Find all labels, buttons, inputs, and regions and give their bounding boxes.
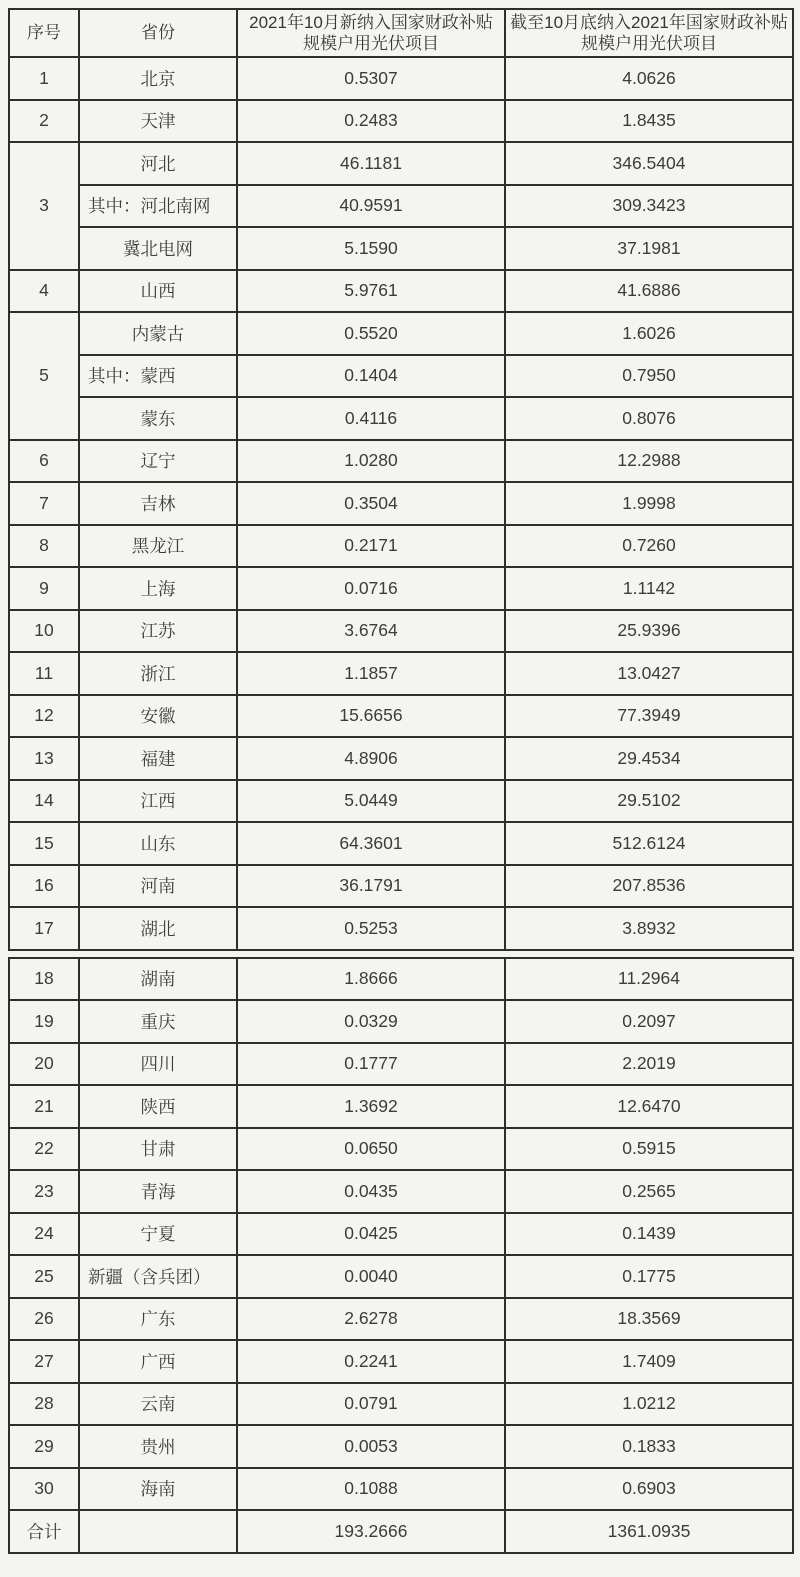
- cell-october-value: 0.5253: [237, 907, 505, 950]
- cell-province: 冀北电网: [79, 227, 237, 270]
- cell-cumulative-value: 0.1439: [505, 1213, 793, 1256]
- table-row: [9, 57, 793, 100]
- cell-october-value: 0.0040: [237, 1255, 505, 1298]
- cell-october-value: 36.1791: [237, 865, 505, 908]
- cell-october-value: 1.8666: [237, 958, 505, 1001]
- cell-province: 河北: [79, 142, 237, 185]
- cell-province: 黑龙江: [79, 525, 237, 568]
- table-row: [9, 610, 793, 653]
- cell-index: 2: [9, 100, 79, 143]
- cell-province: 陕西: [79, 1085, 237, 1128]
- cell-province: 海南: [79, 1468, 237, 1511]
- cell-cumulative-value: 29.4534: [505, 737, 793, 780]
- cell-october-value: 0.4116: [237, 397, 505, 440]
- table-row: [9, 1043, 793, 1086]
- cell-index: 16: [9, 865, 79, 908]
- cell-october-value: 0.0791: [237, 1383, 505, 1426]
- table-row: [9, 142, 793, 185]
- cell-cumulative-value: 0.2097: [505, 1000, 793, 1043]
- cell-cumulative-value: 1.0212: [505, 1383, 793, 1426]
- table-row: [9, 1213, 793, 1256]
- cell-cumulative-value: 0.2565: [505, 1170, 793, 1213]
- cell-october-value: 64.3601: [237, 822, 505, 865]
- header-row: [9, 9, 793, 57]
- cell-cumulative-value: 1.7409: [505, 1340, 793, 1383]
- cell-october-value: 0.1088: [237, 1468, 505, 1511]
- cell-index: 17: [9, 907, 79, 950]
- cell-cumulative-value: 41.6886: [505, 270, 793, 313]
- cell-province: 北京: [79, 57, 237, 100]
- cell-cumulative-value: 0.1775: [505, 1255, 793, 1298]
- table-row: [9, 780, 793, 823]
- cell-october-value: 2.6278: [237, 1298, 505, 1341]
- cell-province: 福建: [79, 737, 237, 780]
- table-row: [9, 185, 793, 228]
- cell-province: 其中：河北南网: [79, 185, 237, 228]
- cell-province: 宁夏: [79, 1213, 237, 1256]
- cell-index: 18: [9, 958, 79, 1001]
- cell-province: 贵州: [79, 1425, 237, 1468]
- cell-index: 8: [9, 525, 79, 568]
- cell-province: 吉林: [79, 482, 237, 525]
- cell-index: 19: [9, 1000, 79, 1043]
- cell-october-value: 0.0435: [237, 1170, 505, 1213]
- cell-index: 3: [9, 142, 79, 270]
- cell-province: 甘肃: [79, 1128, 237, 1171]
- table-row: [9, 958, 793, 1001]
- table-row: [9, 227, 793, 270]
- table-row: [9, 440, 793, 483]
- cell-index: 11: [9, 652, 79, 695]
- cell-october-value: 0.2241: [237, 1340, 505, 1383]
- table-row: [9, 397, 793, 440]
- table-row: [9, 652, 793, 695]
- cell-cumulative-value: 13.0427: [505, 652, 793, 695]
- cell-october-value: 40.9591: [237, 185, 505, 228]
- cell-province: 浙江: [79, 652, 237, 695]
- cell-province: 湖北: [79, 907, 237, 950]
- cell-cumulative-value: 11.2964: [505, 958, 793, 1001]
- cell-province: 云南: [79, 1383, 237, 1426]
- table-row: [9, 737, 793, 780]
- cell-index: 25: [9, 1255, 79, 1298]
- table-row: [9, 1170, 793, 1213]
- cell-index: 9: [9, 567, 79, 610]
- cell-cumulative-value: 3.8932: [505, 907, 793, 950]
- cell-index: 14: [9, 780, 79, 823]
- cell-cumulative-value: 1.9998: [505, 482, 793, 525]
- cell-october-value: 4.8906: [237, 737, 505, 780]
- cell-cumulative-value: 0.7260: [505, 525, 793, 568]
- cell-october-value: 46.1181: [237, 142, 505, 185]
- cell-october-value: 0.0716: [237, 567, 505, 610]
- cell-october-value: 0.2171: [237, 525, 505, 568]
- cell-province: 天津: [79, 100, 237, 143]
- cell-province: 山西: [79, 270, 237, 313]
- table-row: [9, 822, 793, 865]
- table-row: [9, 355, 793, 398]
- table-row: [9, 100, 793, 143]
- cell-index: 10: [9, 610, 79, 653]
- cell-province: 广西: [79, 1340, 237, 1383]
- table-row: [9, 482, 793, 525]
- table-row: [9, 1298, 793, 1341]
- table-row: [9, 1383, 793, 1426]
- cell-cumulative-value: 1.6026: [505, 312, 793, 355]
- column-header-cumulative: 截至10月底纳入2021年国家财政补贴规模户用光伏项目: [505, 9, 793, 57]
- cell-october-value: 5.9761: [237, 270, 505, 313]
- cell-province: 重庆: [79, 1000, 237, 1043]
- cell-province: [79, 1510, 237, 1553]
- cell-index: 5: [9, 312, 79, 440]
- cell-index: 20: [9, 1043, 79, 1086]
- cell-october-value: 15.6656: [237, 695, 505, 738]
- cell-index: 15: [9, 822, 79, 865]
- cell-cumulative-value: 346.5404: [505, 142, 793, 185]
- cell-october-value: 193.2666: [237, 1510, 505, 1553]
- table-row: [9, 312, 793, 355]
- table-row: [9, 1000, 793, 1043]
- cell-index: 24: [9, 1213, 79, 1256]
- table-body-lower: [9, 958, 793, 1553]
- cell-october-value: 1.0280: [237, 440, 505, 483]
- cell-october-value: 1.3692: [237, 1085, 505, 1128]
- cell-cumulative-value: 0.1833: [505, 1425, 793, 1468]
- cell-index: 22: [9, 1128, 79, 1171]
- cell-province: 河南: [79, 865, 237, 908]
- table-row: [9, 567, 793, 610]
- subsidy-table-lower: [8, 957, 794, 1554]
- cell-index: 12: [9, 695, 79, 738]
- cell-october-value: 0.1404: [237, 355, 505, 398]
- cell-cumulative-value: 512.6124: [505, 822, 793, 865]
- cell-cumulative-value: 18.3569: [505, 1298, 793, 1341]
- cell-october-value: 0.2483: [237, 100, 505, 143]
- cell-cumulative-value: 1.8435: [505, 100, 793, 143]
- cell-cumulative-value: 0.6903: [505, 1468, 793, 1511]
- cell-index: 4: [9, 270, 79, 313]
- cell-october-value: 3.6764: [237, 610, 505, 653]
- cell-cumulative-value: 2.2019: [505, 1043, 793, 1086]
- cell-october-value: 0.1777: [237, 1043, 505, 1086]
- cell-cumulative-value: 1361.0935: [505, 1510, 793, 1553]
- cell-index: 30: [9, 1468, 79, 1511]
- table-body-upper: [9, 57, 793, 950]
- cell-october-value: 5.0449: [237, 780, 505, 823]
- table-row: [9, 1255, 793, 1298]
- cell-cumulative-value: 0.8076: [505, 397, 793, 440]
- column-header-province: 省份: [79, 9, 237, 57]
- cell-index: 6: [9, 440, 79, 483]
- cell-october-value: 1.1857: [237, 652, 505, 695]
- cell-province: 江西: [79, 780, 237, 823]
- cell-index: 26: [9, 1298, 79, 1341]
- cell-index: 21: [9, 1085, 79, 1128]
- table-row: [9, 1468, 793, 1511]
- cell-province: 安徽: [79, 695, 237, 738]
- cell-cumulative-value: 309.3423: [505, 185, 793, 228]
- cell-province: 湖南: [79, 958, 237, 1001]
- cell-october-value: 0.5307: [237, 57, 505, 100]
- table-row: [9, 865, 793, 908]
- cell-province: 新疆（含兵团）: [79, 1255, 237, 1298]
- cell-cumulative-value: 0.7950: [505, 355, 793, 398]
- cell-cumulative-value: 207.8536: [505, 865, 793, 908]
- cell-index: 29: [9, 1425, 79, 1468]
- cell-cumulative-value: 29.5102: [505, 780, 793, 823]
- cell-index: 1: [9, 57, 79, 100]
- cell-province: 其中：蒙西: [79, 355, 237, 398]
- cell-cumulative-value: 77.3949: [505, 695, 793, 738]
- table-row: [9, 1128, 793, 1171]
- cell-index: 27: [9, 1340, 79, 1383]
- cell-province: 山东: [79, 822, 237, 865]
- cell-cumulative-value: 12.2988: [505, 440, 793, 483]
- cell-province: 广东: [79, 1298, 237, 1341]
- table-row: [9, 907, 793, 950]
- cell-index: 7: [9, 482, 79, 525]
- cell-province: 上海: [79, 567, 237, 610]
- cell-october-value: 5.1590: [237, 227, 505, 270]
- cell-province: 辽宁: [79, 440, 237, 483]
- table-row: [9, 270, 793, 313]
- cell-province: 青海: [79, 1170, 237, 1213]
- column-header-index: 序号: [9, 9, 79, 57]
- cell-index: 28: [9, 1383, 79, 1426]
- cell-cumulative-value: 37.1981: [505, 227, 793, 270]
- cell-october-value: 0.0053: [237, 1425, 505, 1468]
- table-row: [9, 1085, 793, 1128]
- table-row: [9, 695, 793, 738]
- cell-october-value: 0.0425: [237, 1213, 505, 1256]
- subsidy-table-upper: [8, 8, 794, 951]
- table-row: [9, 525, 793, 568]
- cell-province: 江苏: [79, 610, 237, 653]
- cell-index: 23: [9, 1170, 79, 1213]
- cell-cumulative-value: 4.0626: [505, 57, 793, 100]
- cell-index: 合计: [9, 1510, 79, 1553]
- cell-cumulative-value: 12.6470: [505, 1085, 793, 1128]
- table-row: [9, 1425, 793, 1468]
- cell-october-value: 0.0329: [237, 1000, 505, 1043]
- table-row: [9, 1510, 793, 1553]
- cell-province: 蒙东: [79, 397, 237, 440]
- cell-cumulative-value: 25.9396: [505, 610, 793, 653]
- cell-october-value: 0.5520: [237, 312, 505, 355]
- cell-province: 内蒙古: [79, 312, 237, 355]
- cell-province: 四川: [79, 1043, 237, 1086]
- cell-cumulative-value: 0.5915: [505, 1128, 793, 1171]
- cell-october-value: 0.3504: [237, 482, 505, 525]
- table-row: [9, 1340, 793, 1383]
- cell-october-value: 0.0650: [237, 1128, 505, 1171]
- cell-index: 13: [9, 737, 79, 780]
- cell-cumulative-value: 1.1142: [505, 567, 793, 610]
- column-header-october-new: 2021年10月新纳入国家财政补贴规模户用光伏项目: [237, 9, 505, 57]
